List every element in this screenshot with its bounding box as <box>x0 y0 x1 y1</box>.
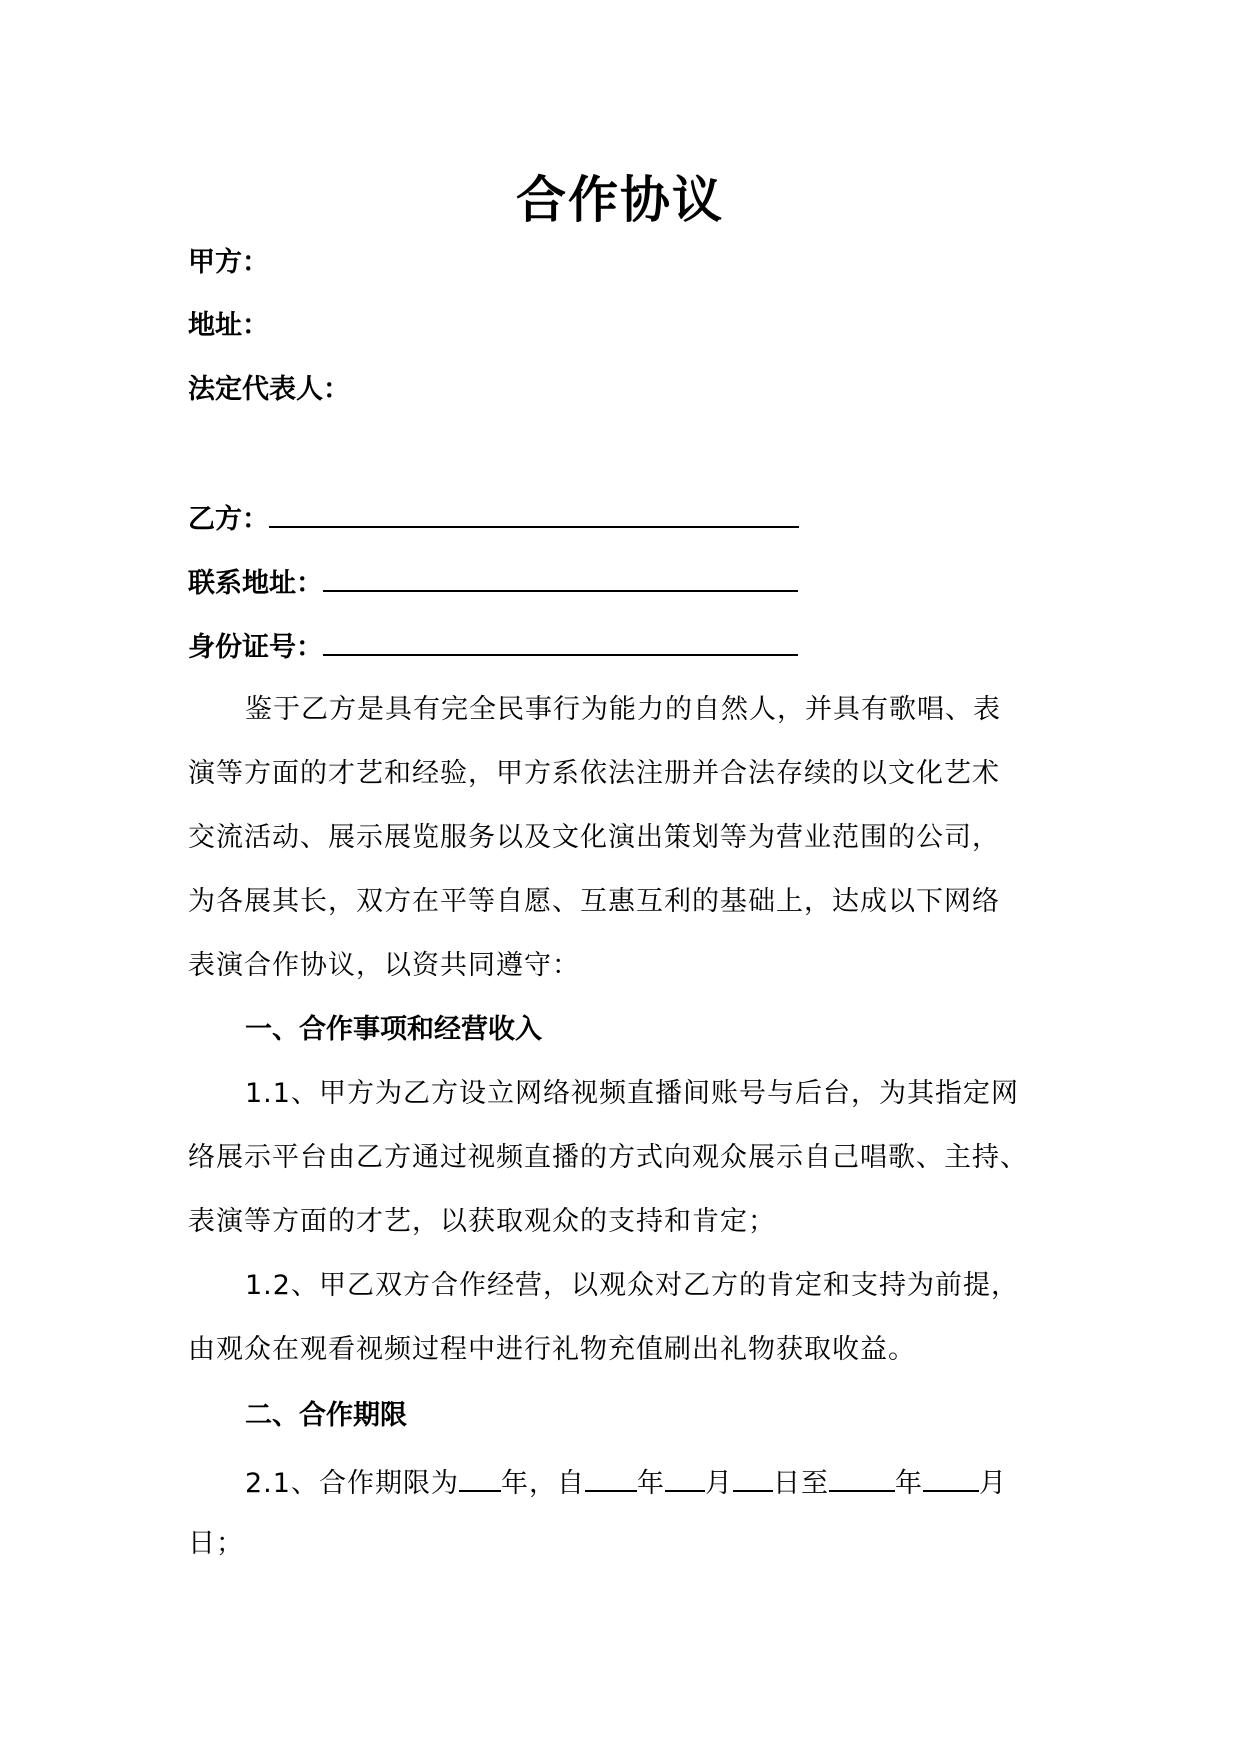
section-2-heading: 二、合作期限 <box>245 1400 407 1431</box>
party-a-legal-rep-label: 法定代表人： <box>188 374 350 405</box>
end-year-blank[interactable] <box>829 1460 895 1492</box>
start-year-blank[interactable] <box>585 1460 637 1492</box>
clause-1-2-line: 由观众在观看视频过程中进行礼物充值刷出礼物获取收益。 <box>188 1334 916 1365</box>
preamble-line: 鉴于乙方是具有完全民事行为能力的自然人，并具有歌唱、表 <box>245 694 1001 725</box>
preamble-line: 演等方面的才艺和经验，甲方系依法注册并合法存续的以文化艺术 <box>188 758 1000 789</box>
end-month-blank[interactable] <box>923 1460 979 1492</box>
clause-1-2-line: 1.2、甲乙双方合作经营，以观众对乙方的肯定和支持为前提， <box>245 1270 1019 1301</box>
preamble-line: 表演合作协议，以资共同遵守： <box>188 950 580 981</box>
party-b-label: 乙方： <box>188 504 269 535</box>
start-year-unit: 年 <box>636 1468 665 1499</box>
party-b-name-blank[interactable] <box>269 496 799 528</box>
party-b-row <box>188 496 799 540</box>
clause-1-1-line: 1.1、甲方为乙方设立网络视频直播间账号与后台，为其指定网 <box>245 1078 1019 1109</box>
end-year-unit: 年 <box>894 1468 923 1499</box>
party-b-id-number-blank[interactable] <box>323 624 798 656</box>
clause-2-1-row <box>245 1460 1007 1504</box>
clause-1-1-line: 络展示平台由乙方通过视频直播的方式向观众展示自己唱歌、主持、 <box>188 1142 1028 1173</box>
party-a-address-label: 地址： <box>188 310 269 341</box>
end-month-unit: 月 <box>978 1468 1007 1499</box>
section-1-heading: 一、合作事项和经营收入 <box>245 1014 542 1045</box>
clause-1-1-line: 表演等方面的才艺，以获取观众的支持和肯定； <box>188 1206 776 1237</box>
party-b-contact-address-blank[interactable] <box>323 560 798 592</box>
start-day-unit: 日至 <box>772 1468 829 1499</box>
party-b-contact-address-label: 联系地址： <box>188 568 323 599</box>
party-a-label: 甲方： <box>188 247 269 278</box>
start-month-blank[interactable] <box>665 1460 705 1492</box>
term-year-unit: 年，自 <box>500 1468 585 1499</box>
party-b-id-number-label: 身份证号： <box>188 632 323 663</box>
party-b-id-row <box>188 624 798 668</box>
start-day-blank[interactable] <box>733 1460 773 1492</box>
clause-2-1-tail: 日； <box>188 1528 244 1559</box>
preamble-line: 交流活动、展示展览服务以及文化演出策划等为营业范围的公司， <box>188 822 1000 853</box>
start-month-unit: 月 <box>704 1468 733 1499</box>
preamble-line: 为各展其长，双方在平等自愿、互惠互利的基础上，达成以下网络 <box>188 886 1000 917</box>
term-years-blank[interactable] <box>459 1460 501 1492</box>
clause-2-1-prefix: 2.1、合作期限为 <box>245 1468 459 1499</box>
document-title: 合作协议 <box>516 171 724 229</box>
party-b-contact-row <box>188 560 798 604</box>
